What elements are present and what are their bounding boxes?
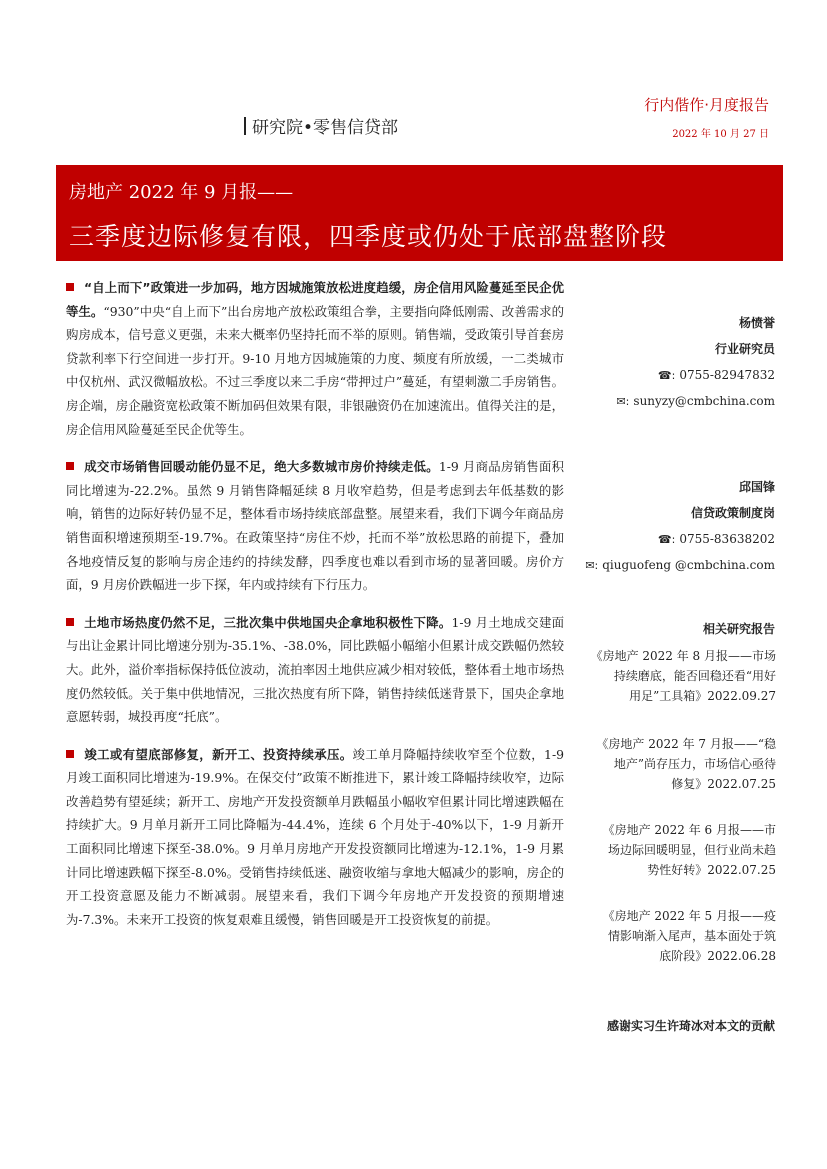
related-report-link[interactable]: [578, 820, 776, 880]
analyst-title: 信贷政策制度岗: [690, 506, 775, 520]
analyst-name: 邱国锋: [738, 480, 775, 494]
summary-paragraph: [66, 455, 564, 597]
banner-subtitle: 房地产 2022 年 9 月报——: [69, 182, 294, 203]
paragraph-lead: 竣工或有望底部修复，新开工、投资持续承压。: [84, 746, 353, 762]
analyst-title: 行业研究员: [714, 342, 775, 356]
paragraph-body: 竣工单月降幅持续收窄至个位数，1-9 月竣工面积同比增速为-19.9%。在保交付”政策不断推进下，累计竣工降幅持续收窄，边际改善趋势有望延续；新开工、房地产开发投资额单月跌幅虽小幅收窄但累计同比增速跌幅在持续扩大。9 月单月新开工同比降幅为-44.4%，连续 6 个月处于-40%以下，1-9 月新开工面积同比增速下探至-38.0%。9 月单月房地产开发投资额同比增速为-12.1%，1-9 月累计同比增速跌幅下探至-8.0%。受销售持续低迷、融资收缩与拿地大幅减少的影响，房企的开工投资意愿及能力不断减弱。展望来看，我们下调今年房地产开发投资的预期增速为-7.3%。未来开工投资的恢复艰难且缓慢，销售回暖是开工投资恢复的前提。: [66, 746, 565, 927]
department-name: 研究院•零售信贷部: [252, 118, 399, 138]
related-report-line: 《房地产 2022 年 8 月报——市场: [590, 649, 776, 663]
analyst-phone-line: [580, 362, 775, 388]
square-bullet-icon: [66, 283, 74, 291]
analyst-email[interactable]: qiuguofeng @cmbchina.com: [602, 558, 775, 572]
summary-column: [66, 276, 564, 945]
related-report-link[interactable]: [578, 734, 776, 794]
square-bullet-icon: [66, 462, 74, 470]
analyst-phone: 0755-83638202: [679, 532, 775, 546]
paragraph-body: “930”中央“自上而下”出台房地产放松政策组合拳，主要指向降低刚需、改善需求的购房成本，信号意义更强，未来大概率仍坚持托而不举的原则。销售端，受政策引导首套房贷款利率下行空间进一步打开。9-10 月地方因城施策的力度、频度有所放缓，一二类城市中仅杭州、武汉微幅放松。不过三季度以来二手房“带押过户”蔓延，有望刺激二手房销售。房企端，房企融资宽松政策不断加码但效果有限，非银融资仍在加速流出。值得关注的是，房企信用风险蔓延至民企优等生。: [66, 303, 564, 437]
related-report-line: 底阶段》2022.06.28: [659, 949, 776, 963]
report-date: 2022 年 10 月 27 日: [672, 129, 769, 140]
banner-title: 三季度边际修复有限，四季度或仍处于底部盘整阶段: [69, 222, 668, 251]
related-report-line: 情影响渐入尾声，基本面处于筑: [607, 929, 776, 943]
department-header: [244, 113, 398, 138]
related-report-line: 势性好转》2022.07.25: [647, 863, 776, 877]
paragraph-lead: “自上而下”政策进一步加码，地方因城施策放松进度趋缓，房企信用风险蔓延至民企优等生。: [66, 280, 564, 319]
analyst-phone-line: [580, 526, 775, 552]
report-meta: [644, 94, 769, 140]
summary-paragraph: [66, 743, 564, 932]
report-type: 行内偕作·月度报告: [644, 96, 769, 114]
paragraph-lead: 成交市场销售回暖动能仍显不足，绝大多数城市房价持续走低。: [84, 459, 439, 475]
spacer: [580, 414, 775, 474]
analyst-info: [580, 310, 775, 578]
related-report-line: 修复》2022.07.25: [671, 777, 776, 791]
related-report-link[interactable]: [578, 646, 776, 706]
mail-icon: ✉:: [585, 559, 599, 572]
related-reports-title: 相关研究报告: [702, 622, 775, 636]
paragraph-lead: 土地市场热度仍然不足，三批次集中供地国央企拿地积极性下降。: [84, 614, 452, 630]
title-banner: [56, 165, 783, 261]
analyst-email[interactable]: sunyzy@cmbchina.com: [633, 394, 775, 408]
analyst-name: 杨愤誉: [738, 316, 775, 330]
related-report-line: 《房地产 2022 年 7 月报——“稳: [596, 737, 776, 751]
acknowledgement: 感谢实习生许琦冰对本文的贡献: [606, 1019, 775, 1033]
related-report-line: 持续磨底，能否回稳还看“用好: [613, 669, 776, 683]
related-report-line: 《房地产 2022 年 6 月报——市: [602, 823, 776, 837]
related-report-line: 地产”尚存压力，市场信心亟待: [613, 757, 776, 771]
paragraph-body: 1-9 月商品房销售面积同比增速为-22.2%。虽然 9 月销售降幅延续 8 月收窄趋势，但是考虑到去年低基数的影响，销售的边际好转仍显不足，整体看市场持续底部盘整。展望来看，我们下调今年商品房销售面积增速预期至-19.7%。在政策坚持“房住不炒，托而不举”放松思路的前提下，叠加各地疫情反复的影响与房企违约的持续发酵，四季度也难以看到市场的显著回暖。房价方面，9 月房价跌幅进一步下探，年内或持续有下行压力。: [66, 459, 564, 593]
mail-icon: ✉:: [616, 395, 630, 408]
square-bullet-icon: [66, 618, 74, 626]
paragraph-body: 1-9 月土地成交建面与出让金累计同比增速分别为-35.1%、-38.0%，同比跌幅小幅缩小但累计成交跌幅仍然较大。此外，溢价率指标保持低位波动，流拍率因土地供应减少相对较低，整体看土地市场热度仍然较低。关于集中供地情况，三批次热度有所下降，销售持续低迷背景下，国央企拿地意愿转弱，城投再度“托底”。: [66, 614, 564, 725]
header-divider: [244, 117, 246, 135]
square-bullet-icon: [66, 750, 74, 758]
summary-paragraph: [66, 611, 564, 729]
phone-icon: ☎:: [657, 369, 676, 382]
related-report-line: 用足”工具箱》2022.09.27: [629, 689, 776, 703]
analyst-email-line: [580, 388, 775, 414]
summary-paragraph: [66, 276, 564, 441]
phone-icon: ☎:: [657, 533, 676, 546]
related-report-line: 场边际回暖明显，但行业尚未趋: [607, 843, 776, 857]
related-report-link[interactable]: [578, 906, 776, 966]
related-report-line: 《房地产 2022 年 5 月报——疫: [602, 909, 776, 923]
analyst-email-line: [580, 552, 775, 578]
analyst-phone: 0755-82947832: [679, 368, 775, 382]
